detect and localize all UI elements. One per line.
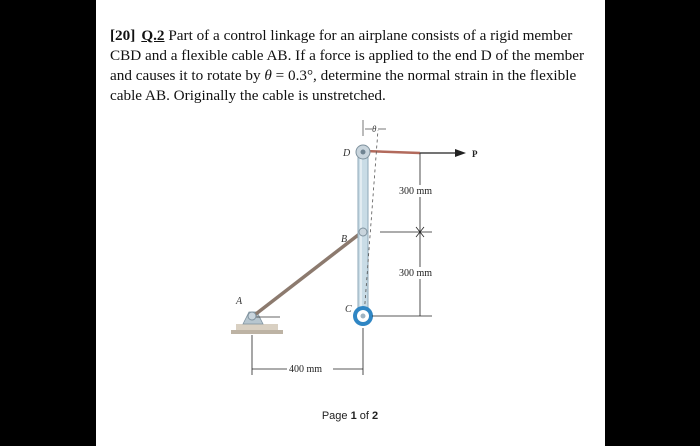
label-c: C: [345, 304, 352, 315]
pin-d: [356, 145, 370, 159]
page-footer: [0, 410, 700, 422]
theta-value: = 0.3°: [271, 67, 314, 84]
problem-text-2: , determine the normal strain in the flexible cable AB. Originally the cable is unstretched.: [110, 67, 577, 104]
pin-a: [248, 312, 256, 320]
points-label: [20]: [110, 27, 136, 44]
theta-symbol: θ: [264, 67, 272, 84]
of-word: of: [359, 410, 369, 422]
force-cable: [364, 151, 420, 153]
pin-b: [359, 228, 367, 236]
label-theta: θ: [372, 124, 377, 134]
pin-c: [353, 306, 373, 326]
question-label: Q.2: [141, 27, 165, 44]
vertical-dimension: [372, 153, 442, 316]
dimension-lower: 300 mm: [399, 268, 433, 279]
label-a: A: [236, 296, 243, 307]
problem-text-1: Part of a control linkage for an airplane consists of a rigid member CBD and a flexible cable AB. If a force is applied to the end D of the member and causes it to rotate by: [110, 27, 585, 84]
force-arrow-p: [420, 149, 466, 157]
label-p: P: [472, 149, 478, 159]
label-d: D: [343, 148, 351, 159]
dimension-upper: 300 mm: [399, 186, 433, 197]
label-b: B: [341, 234, 348, 245]
page-total: 2: [372, 410, 379, 422]
page-current: 1: [350, 410, 357, 422]
dimension-horizontal: 400 mm: [289, 364, 323, 375]
page-word: Page: [321, 410, 348, 422]
